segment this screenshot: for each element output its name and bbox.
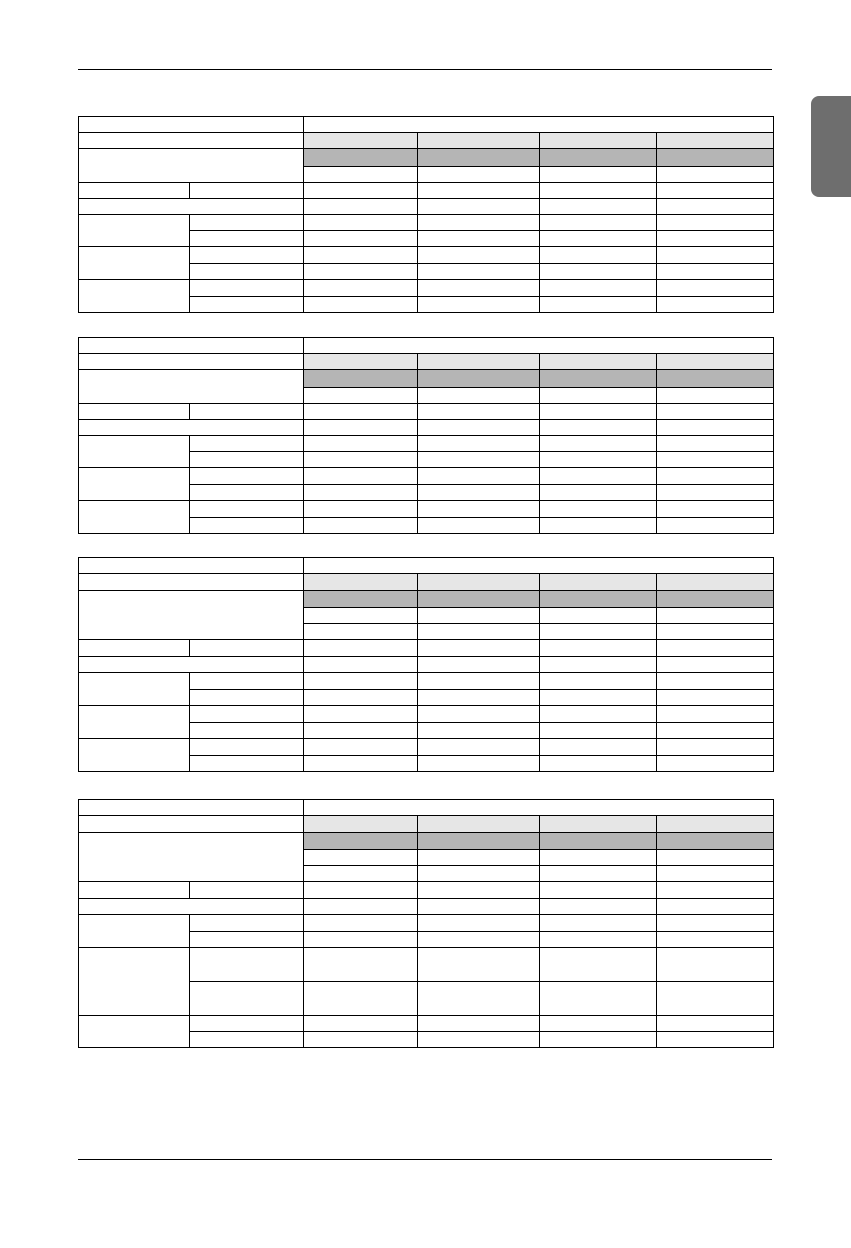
table-cell: [304, 850, 418, 866]
spec-table-4: [78, 799, 774, 1048]
table-cell: [304, 866, 418, 882]
model-subheader-cell: [540, 149, 657, 167]
table-cell: [304, 436, 418, 452]
table-cell: [304, 723, 418, 739]
table-cell: [79, 501, 190, 534]
table-row: [79, 133, 774, 149]
table-cell: [79, 183, 190, 199]
table-cell: [79, 338, 304, 354]
model-header-cell: [304, 133, 418, 149]
table-cell: [540, 882, 657, 899]
model-subheader-cell: [540, 591, 657, 608]
table-cell: [657, 850, 774, 866]
table-cell: [418, 690, 540, 706]
table-cell: [540, 608, 657, 624]
table-cell: [540, 673, 657, 690]
table-cell: [304, 915, 418, 932]
table-cell: [79, 436, 190, 468]
table-cell: [190, 915, 304, 932]
table-cell: [79, 280, 190, 313]
table-cell: [190, 280, 304, 297]
spec-table-3: [78, 557, 774, 772]
table-cell: [657, 948, 774, 982]
table-cell: [79, 673, 190, 706]
table-cell: [304, 420, 418, 436]
table-row: [79, 183, 774, 199]
table-cell: [657, 167, 774, 183]
model-subheader-cell: [418, 370, 540, 388]
table-cell: [657, 657, 774, 673]
model-header-cell: [540, 133, 657, 149]
table-cell: [79, 1016, 190, 1048]
table-cell: [304, 280, 418, 297]
table-cell: [304, 167, 418, 183]
table-row: [79, 739, 774, 756]
table-cell: [190, 673, 304, 690]
table-cell: [190, 706, 304, 723]
table-cell: [304, 882, 418, 899]
model-subheader-cell: [540, 833, 657, 850]
table-cell: [79, 816, 304, 833]
table-cell: [304, 264, 418, 280]
table-cell: [418, 436, 540, 452]
table-cell: [304, 624, 418, 640]
table-cell: [657, 915, 774, 932]
table-cell: [540, 518, 657, 534]
table-cell: [418, 518, 540, 534]
table-cell: [657, 899, 774, 915]
table-cell: [540, 657, 657, 673]
table-cell: [657, 485, 774, 501]
table-cell: [657, 690, 774, 706]
table-cell: [418, 501, 540, 518]
table-cell: [418, 247, 540, 264]
table-cell: [657, 1032, 774, 1048]
table-cell: [418, 915, 540, 932]
table-cell: [657, 215, 774, 231]
model-header-cell: [418, 816, 540, 833]
table-cell: [79, 882, 190, 899]
table-cell: [304, 231, 418, 247]
model-subheader-cell: [657, 833, 774, 850]
model-subheader-cell: [657, 149, 774, 167]
table-row: [79, 436, 774, 452]
table-cell: [304, 800, 774, 816]
model-header-cell: [657, 574, 774, 591]
model-header-cell: [418, 133, 540, 149]
table-cell: [540, 388, 657, 404]
table-cell: [79, 739, 190, 772]
table-cell: [304, 183, 418, 199]
table-cell: [657, 420, 774, 436]
table-row: [79, 199, 774, 215]
table-cell: [418, 723, 540, 739]
table-row: [79, 948, 774, 982]
table-cell: [418, 167, 540, 183]
model-header-cell: [657, 133, 774, 149]
table-cell: [540, 452, 657, 468]
table-cell: [657, 673, 774, 690]
table-cell: [190, 932, 304, 948]
model-subheader-cell: [418, 149, 540, 167]
table-cell: [418, 452, 540, 468]
table-cell: [540, 468, 657, 485]
table-row: [79, 468, 774, 485]
table-cell: [540, 231, 657, 247]
table-cell: [304, 899, 418, 915]
table-cell: [418, 280, 540, 297]
table-cell: [657, 247, 774, 264]
table-cell: [190, 518, 304, 534]
model-header-cell: [540, 354, 657, 370]
table-cell: [540, 199, 657, 215]
model-subheader-cell: [304, 833, 418, 850]
table-row: [79, 706, 774, 723]
table-cell: [418, 420, 540, 436]
table-row: [79, 354, 774, 370]
table-cell: [657, 468, 774, 485]
model-header-cell: [418, 574, 540, 591]
table-cell: [79, 404, 190, 420]
table-row: [79, 149, 774, 167]
table-row: [79, 673, 774, 690]
table-cell: [540, 739, 657, 756]
table-cell: [190, 640, 304, 657]
table-cell: [79, 706, 190, 739]
table-cell: [79, 149, 304, 183]
table-cell: [657, 624, 774, 640]
model-header-cell: [540, 816, 657, 833]
table-cell: [418, 948, 540, 982]
table-cell: [657, 264, 774, 280]
table-cell: [304, 485, 418, 501]
table-cell: [540, 501, 657, 518]
table-cell: [418, 850, 540, 866]
table-row: [79, 370, 774, 388]
table-row: [79, 404, 774, 420]
table-cell: [304, 199, 418, 215]
table-row: [79, 247, 774, 264]
model-subheader-cell: [418, 591, 540, 608]
table-cell: [304, 690, 418, 706]
table-cell: [540, 932, 657, 948]
table-cell: [657, 882, 774, 899]
table-cell: [418, 882, 540, 899]
table-cell: [540, 982, 657, 1016]
table-cell: [657, 739, 774, 756]
model-subheader-cell: [304, 370, 418, 388]
table-row: [79, 899, 774, 915]
table-cell: [304, 932, 418, 948]
table-cell: [79, 247, 190, 280]
table-row: [79, 1016, 774, 1032]
table-cell: [190, 948, 304, 982]
table-cell: [418, 468, 540, 485]
table-cell: [418, 1032, 540, 1048]
table-cell: [304, 558, 774, 574]
table-cell: [540, 640, 657, 657]
table-cell: [418, 199, 540, 215]
table-cell: [190, 183, 304, 199]
table-row: [79, 915, 774, 932]
table-cell: [418, 183, 540, 199]
table-cell: [304, 982, 418, 1016]
table-cell: [540, 690, 657, 706]
table-cell: [540, 756, 657, 772]
table-cell: [304, 608, 418, 624]
model-subheader-cell: [304, 591, 418, 608]
table-cell: [304, 756, 418, 772]
table-cell: [657, 452, 774, 468]
table-cell: [304, 404, 418, 420]
table-cell: [190, 215, 304, 231]
table-cell: [540, 280, 657, 297]
model-header-cell: [418, 354, 540, 370]
table-cell: [418, 982, 540, 1016]
model-subheader-cell: [657, 591, 774, 608]
table-cell: [190, 264, 304, 280]
table-cell: [304, 468, 418, 485]
table-cell: [304, 247, 418, 264]
table-cell: [190, 404, 304, 420]
table-cell: [657, 183, 774, 199]
spec-table-1: [78, 116, 774, 313]
table-cell: [79, 640, 190, 657]
table-cell: [657, 982, 774, 1016]
model-subheader-cell: [540, 370, 657, 388]
table-cell: [540, 1016, 657, 1032]
table-cell: [190, 1032, 304, 1048]
table-cell: [190, 501, 304, 518]
table-cell: [540, 706, 657, 723]
table-cell: [304, 452, 418, 468]
table-cell: [540, 948, 657, 982]
table-cell: [657, 756, 774, 772]
table-row: [79, 833, 774, 850]
table-cell: [418, 673, 540, 690]
table-cell: [304, 1016, 418, 1032]
table-cell: [418, 1016, 540, 1032]
spec-table-2: [78, 337, 774, 534]
table-cell: [79, 420, 304, 436]
table-cell: [190, 247, 304, 264]
table-row: [79, 882, 774, 899]
table-cell: [540, 485, 657, 501]
table-cell: [657, 501, 774, 518]
table-cell: [657, 640, 774, 657]
table-cell: [418, 657, 540, 673]
table-row: [79, 591, 774, 608]
table-row: [79, 338, 774, 354]
table-cell: [190, 739, 304, 756]
table-cell: [190, 231, 304, 247]
table-cell: [304, 388, 418, 404]
table-cell: [304, 948, 418, 982]
table-cell: [657, 280, 774, 297]
table-cell: [304, 657, 418, 673]
table-cell: [79, 915, 190, 948]
table-cell: [79, 899, 304, 915]
table-cell: [540, 436, 657, 452]
table-cell: [304, 518, 418, 534]
model-header-cell: [540, 574, 657, 591]
table-cell: [418, 264, 540, 280]
table-cell: [657, 436, 774, 452]
table-cell: [418, 756, 540, 772]
model-header-cell: [304, 574, 418, 591]
table-cell: [657, 404, 774, 420]
table-cell: [304, 706, 418, 723]
table-cell: [540, 167, 657, 183]
table-cell: [79, 574, 304, 591]
table-cell: [540, 183, 657, 199]
table-cell: [190, 485, 304, 501]
table-cell: [540, 264, 657, 280]
table-cell: [304, 297, 418, 313]
table-cell: [418, 899, 540, 915]
table-cell: [190, 723, 304, 739]
table-cell: [418, 608, 540, 624]
table-cell: [190, 756, 304, 772]
table-cell: [418, 866, 540, 882]
table-cell: [657, 1016, 774, 1032]
table-row: [79, 215, 774, 231]
table-cell: [418, 297, 540, 313]
table-cell: [540, 1032, 657, 1048]
table-cell: [79, 133, 304, 149]
table-cell: [190, 690, 304, 706]
table-cell: [540, 915, 657, 932]
table-cell: [418, 388, 540, 404]
table-cell: [79, 117, 304, 133]
table-cell: [657, 866, 774, 882]
model-header-cell: [657, 354, 774, 370]
table-cell: [657, 297, 774, 313]
table-cell: [418, 231, 540, 247]
table-row: [79, 657, 774, 673]
model-header-cell: [304, 816, 418, 833]
table-cell: [304, 338, 774, 354]
table-cell: [304, 117, 774, 133]
table-cell: [79, 558, 304, 574]
table-cell: [418, 485, 540, 501]
table-cell: [418, 932, 540, 948]
language-side-tab: [811, 96, 851, 197]
table-cell: [657, 932, 774, 948]
table-cell: [190, 452, 304, 468]
table-cell: [540, 404, 657, 420]
table-cell: [304, 673, 418, 690]
table-row: [79, 640, 774, 657]
table-cell: [540, 247, 657, 264]
table-cell: [657, 199, 774, 215]
table-cell: [540, 215, 657, 231]
table-cell: [418, 215, 540, 231]
table-cell: [79, 591, 304, 640]
table-cell: [304, 640, 418, 657]
table-row: [79, 117, 774, 133]
table-cell: [657, 388, 774, 404]
header-rule: [78, 69, 772, 70]
table-cell: [79, 468, 190, 501]
table-cell: [190, 468, 304, 485]
table-cell: [79, 657, 304, 673]
table-cell: [79, 199, 304, 215]
table-row: [79, 574, 774, 591]
table-cell: [418, 404, 540, 420]
footer-rule: [78, 1159, 772, 1160]
table-cell: [540, 420, 657, 436]
table-row: [79, 816, 774, 833]
table-cell: [418, 739, 540, 756]
table-cell: [190, 1016, 304, 1032]
table-row: [79, 280, 774, 297]
table-cell: [540, 866, 657, 882]
table-cell: [540, 899, 657, 915]
table-cell: [304, 1032, 418, 1048]
table-cell: [304, 501, 418, 518]
table-cell: [657, 518, 774, 534]
table-cell: [540, 624, 657, 640]
table-cell: [418, 640, 540, 657]
table-cell: [190, 297, 304, 313]
table-cell: [190, 436, 304, 452]
table-cell: [79, 800, 304, 816]
table-cell: [304, 215, 418, 231]
table-cell: [79, 948, 190, 1016]
table-cell: [79, 354, 304, 370]
model-header-cell: [304, 354, 418, 370]
table-row: [79, 558, 774, 574]
table-cell: [540, 723, 657, 739]
table-cell: [418, 624, 540, 640]
table-row: [79, 501, 774, 518]
table-cell: [418, 706, 540, 723]
table-cell: [540, 297, 657, 313]
table-cell: [79, 215, 190, 247]
table-cell: [657, 231, 774, 247]
table-row: [79, 800, 774, 816]
table-row: [79, 420, 774, 436]
model-subheader-cell: [304, 149, 418, 167]
table-cell: [304, 739, 418, 756]
model-subheader-cell: [418, 833, 540, 850]
model-header-cell: [657, 816, 774, 833]
table-cell: [657, 706, 774, 723]
table-cell: [540, 850, 657, 866]
table-cell: [190, 882, 304, 899]
table-cell: [657, 608, 774, 624]
table-cell: [79, 370, 304, 404]
table-cell: [79, 833, 304, 882]
model-subheader-cell: [657, 370, 774, 388]
table-cell: [190, 982, 304, 1016]
table-cell: [657, 723, 774, 739]
